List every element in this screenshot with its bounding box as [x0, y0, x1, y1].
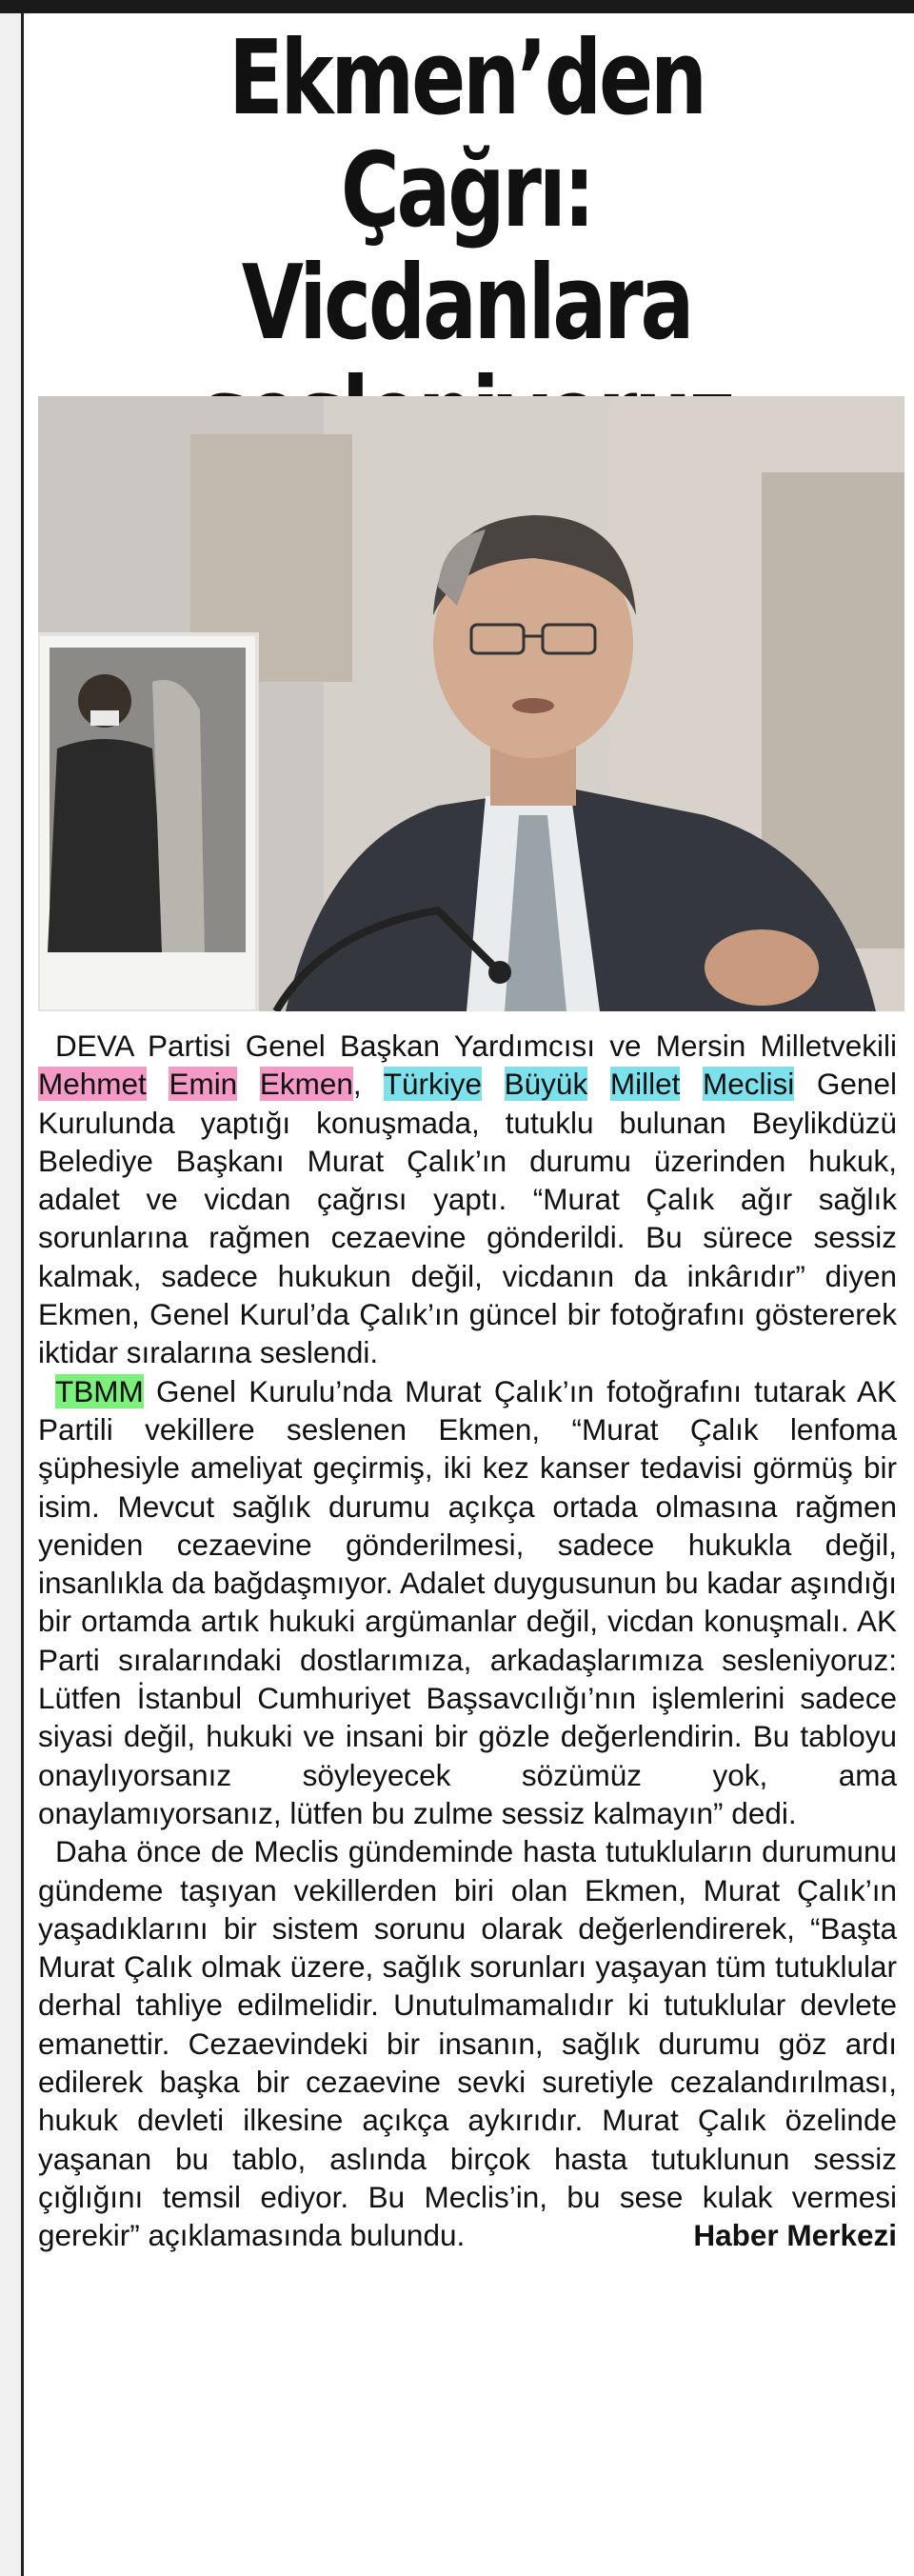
- article-body: [38, 1027, 897, 2255]
- article-photo: [38, 396, 904, 1011]
- highlight-org-1: Türkiye: [383, 1067, 483, 1102]
- paragraph-3-body: Daha önce de Meclis gündeminde hasta tutukluların durumunu gündeme taşıyan vekillerden biri olan Ekmen, Murat Çalık’ın yaşadıklarını bir sistem sorunu olarak değerlendirerek, “Başta Murat Çalık olmak üzere, sağlık sorunları yaşayan tüm tutuklular derhal tahliye edilmelidir. Unutulmamalıdır ki tutuklular devlete emanettir. Cezaevindeki bir insanın, sağlık durumu göz ardı edilerek başka bir cezaevine sevki suretiyle cezalandırılması, hukuk devleti ilkesine açıkça aykırıdır. Murat Çalık özelinde yaşanan bu tablo, aslında birçok hasta tutuklunun sessiz çığlığını temsil ediyor. Bu Meclis’in, bu sese kulak vermesi gerekir” açıklamasında bulundu.: [38, 1834, 897, 2253]
- highlight-org-3: Millet: [609, 1067, 681, 1102]
- top-rule: [0, 0, 914, 13]
- highlight-name-3: Ekmen: [259, 1067, 353, 1102]
- highlight-org-4: Meclisi: [703, 1067, 795, 1102]
- paragraph-2-body: Genel Kurulu’nda Murat Çalık’ın fotoğrafını tutarak AK Partili vekillere seslenen Ekmen, “Murat Çalık lenfoma şüphesiyle ameliyat geçirmiş, iki kez kanser tedavisi görmüş bir isim. Mevcut sağlık durumu açıkça ortada olmasına rağmen yeniden cezaevine gönderilmesi, sadece hukukla değil, insanlıkla da bağdaşmıyor. Adalet duygusunun bu kadar aşındığı bir ortamda artık hukuki argümanlar değil, vicdan konuşmalı. AK Parti sıralarındaki dostlarımıza, arkadaşlarımıza sesleniyoruz: Lütfen İstanbul Cumhuriyet Başsavcılığı’nın işlemlerini sadece siyasi değil, hukuki ve insani bir gözle değerlendirin. Bu tabloyu onaylıyorsanız söyleyecek sözümüz yok, ama onaylamıyorsanız, lütfen bu zulme sessiz kalmayın” dedi.: [38, 1373, 897, 1830]
- highlight-tbmm: TBMM: [55, 1373, 144, 1408]
- highlight-org-2: Büyük: [504, 1067, 588, 1102]
- highlight-name-1: Mehmet: [38, 1067, 147, 1102]
- highlight-name-2: Emin: [169, 1067, 238, 1102]
- column-rule: [0, 13, 24, 2576]
- paragraph-1-body: Genel Kurulunda yaptığı konuşmada, tutuklu bulunan Beylikdüzü Belediye Başkanı Murat Çalık’ın durumu üzerinden hukuk, adalet ve vicdan çağrısı yaptı. “Murat Çalık ağır sağlık sorunlarına rağmen cezaevine gönderildi. Bu sürece sessiz kalmak, sadece hukukun değil, vicdanın da inkârıdır” diyen Ekmen, Genel Kurul’da Çalık’ın güncel bir fotoğrafını göstererek iktidar sıralarına seslendi.: [38, 1067, 897, 1370]
- paragraph-1-intro: DEVA Partisi Genel Başkan Yardımcısı ve Mersin Milletvekili: [55, 1028, 897, 1063]
- paragraph-2: [38, 1372, 897, 1833]
- paragraph-1: [38, 1027, 897, 1372]
- headline-line-2: Vicdanlara: [241, 244, 692, 363]
- photo-politician-speaking-icon: [38, 396, 904, 1011]
- paragraph-3: [38, 1832, 897, 2254]
- byline: Haber Merkezi: [693, 2218, 897, 2253]
- comma: ,: [352, 1067, 384, 1102]
- headline-line-1: Ekmen’den Çağrı:: [228, 19, 705, 250]
